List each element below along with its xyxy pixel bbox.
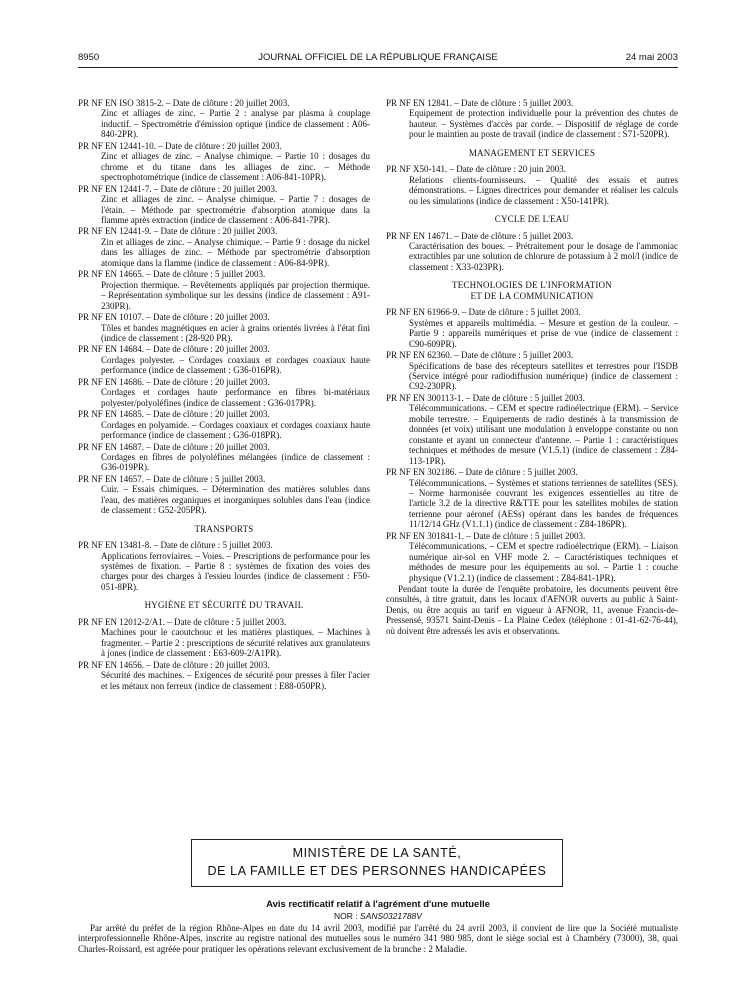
section-heading-hygiene: HYGIÈNE ET SÉCURITÉ DU TRAVAIL bbox=[144, 600, 304, 611]
entry-reference: PR NF EN 13481-8. – Date de clôture : 5 juillet 2003. bbox=[78, 540, 273, 551]
entry-description: Spécifications de base des récepteurs satellites et terrestres pour l'ISDB (Service intégré pour radiodiffusion numérique) (indice de classement : C92-230PR). bbox=[409, 360, 678, 392]
entry-description: Zinc et alliages de zinc. – Analyse chimique. – Partie 10 : dosages du chrome et du titane dans les alliages de zinc. – Méthode spectrophotométrique (indice de classement : A06-841-10PR). bbox=[101, 151, 370, 183]
entry-reference: PR NF EN 10107. – Date de clôture : 20 juillet 2003. bbox=[78, 312, 270, 323]
entries-group bbox=[386, 307, 678, 583]
entry-reference: PR NF EN ISO 3815-2. – Date de clôture : 20 juillet 2003. bbox=[78, 98, 290, 108]
entry-reference: PR NF EN 300113-1. – Date de clôture : 5 juillet 2003. bbox=[386, 392, 585, 403]
entry-reference: PR NF EN 61966-9. – Date de clôture : 5 juillet 2003. bbox=[386, 307, 581, 318]
avis-nor bbox=[78, 911, 678, 921]
entry-description: Cordages en polyamide. – Cordages coaxiaux et cordages coaxiaux haute performance (indice de classement : G36-018PR). bbox=[101, 419, 370, 441]
standard-entry bbox=[386, 467, 678, 530]
standard-entry bbox=[386, 231, 678, 273]
standard-entry bbox=[78, 660, 370, 691]
entry-reference: PR NF EN 14685. – Date de clôture : 20 juillet 2003. bbox=[78, 409, 270, 420]
avis-body: Par arrêté du préfet de la région Rhône-Alpes en date du 14 avril 2003, modifié par l'arrêté du 24 avril 2003, il convient de lire que la Société mutualiste interprofessionnelle Rhône-Alpes, inscrite au registre national des mutuelles sous le numéro 341 980 985, dont le siège social est à Chambéry (73000), 38, quai Charles-Roissard, est agréée pour pratiquer les opérations relevant exclusivement de la branche : 2 Maladie. bbox=[78, 923, 678, 954]
entry-description: Cordages et cordages haute performance en fibres bi-matériaux polyester/polyoléfines (indice de classement : G36-017PR). bbox=[101, 387, 370, 408]
standard-entry bbox=[78, 409, 370, 440]
issue-date: 24 mai 2003 bbox=[625, 52, 678, 63]
entry-reference: PR NF EN 14656. – Date de clôture : 20 juillet 2003. bbox=[78, 659, 270, 670]
standard-entry bbox=[78, 312, 370, 343]
entry-description: Tôles et bandes magnétiques en acier à grains orientés livrées à l'état fini (indice de classement : (28-920 PR). bbox=[101, 322, 370, 343]
right-column bbox=[386, 98, 678, 636]
section-heading-tic bbox=[386, 280, 678, 301]
entries-group bbox=[386, 98, 678, 140]
standard-entry bbox=[386, 307, 678, 349]
ministry-line2: DE LA FAMILLE ET DES PERSONNES HANDICAPÉES bbox=[207, 864, 547, 878]
entry-reference: PR NF EN 12012-2/A1. – Date de clôture : 5 juillet 2003. bbox=[78, 616, 287, 627]
entry-description: Télécommunications. – Systèmes et stations terriennes de satellites (SES). – Norme harmonisée couvrant les exigences essentielles au titre de l'article 3.2 de la directive R&TTE pour les satellites mobiles de station terrienne pour aéronef (AESs) opérant dans les bandes de fréquences 11/12/14 GHz (V1.1.1) (indice de classement : Z84-186PR). bbox=[409, 477, 678, 530]
entry-description: Cuir. – Essais chimiques. – Détermination des matières solubles dans l'eau, des matières organiques et inorganiques solubles dans l'eau (indice de classement : G52-205PR). bbox=[101, 484, 370, 516]
standard-entry bbox=[386, 531, 678, 583]
standard-entry bbox=[78, 540, 370, 592]
entry-reference: PR NF EN 14665. – Date de clôture : 5 juillet 2003. bbox=[78, 269, 266, 280]
entry-description: Zinc et alliages de zinc. – Analyse chimique. – Partie 7 : dosages de l'étain. – Méthode par spectrométrie d'absorption atomique dans la flamme après extraction (indice de classement : A06-841-7PR). bbox=[101, 194, 370, 225]
section-heading-eau: CYCLE DE L'EAU bbox=[494, 214, 570, 225]
entry-reference: PR NF EN 14687. – Date de clôture : 20 juillet 2003. bbox=[78, 441, 270, 452]
standard-entry bbox=[78, 344, 370, 375]
standard-entry bbox=[78, 226, 370, 268]
entry-description: Applications ferroviaires. – Voies. – Prescriptions de performance pour les systèmes de fixation. – Partie 8 : systèmes de fixation des voies des charges pour des charges à l'essieu lourdes (indice de classement : F50-051-8PR). bbox=[101, 550, 370, 592]
entry-description: Machines pour le caoutchouc et les matières plastiques. – Machines à fragmenter. – Partie 2 : prescriptions de sécurité relatives aux granulateurs à jones (indice de classement : E63-609-2/A1PR). bbox=[101, 627, 370, 659]
left-column bbox=[78, 98, 370, 692]
entry-description: Relations clients-fournisseurs. – Qualité des essais et autres démonstrations. – Lignes directrices pour demander et réaliser les calculs ou les simulations (indice de classement : X50-141PR). bbox=[409, 174, 678, 206]
entry-description: Projection thermique. – Revêtements appliqués par projection thermique. – Représentation symbolique sur les dessins (indice de classement : A91-230PR). bbox=[101, 279, 370, 311]
entry-description: Equipement de protection individuelle pour la prévention des chutes de hauteur. – Systèmes d'accès par corde. – Dispositif de réglage de corde pour le maintien au poste de travail (indice de classement : S71-520PR). bbox=[409, 108, 678, 140]
entry-description: Sécurité des machines. – Exigences de sécurité pour presses à filer l'acier et les métaux non ferreux (indice de classement : E88-050PR). bbox=[101, 670, 370, 691]
standard-entry bbox=[386, 350, 678, 392]
entry-reference: PR NF EN 62360. – Date de clôture : 5 juillet 2003. bbox=[386, 350, 574, 361]
entry-reference: PR NF X50-141. – Date de clôture : 20 juin 2003. bbox=[386, 164, 566, 175]
standard-entry bbox=[78, 269, 370, 311]
standard-entry bbox=[78, 617, 370, 659]
entry-description: Systèmes et appareils multimédia. – Mesure et gestion de la couleur. – Partie 9 : appareils numériques et prise de vue (indice de classement : C90-609PR). bbox=[409, 317, 678, 349]
standard-entry bbox=[78, 184, 370, 226]
entry-description: Zin et alliages de zinc. – Analyse chimique. – Partie 9 : dosage du nickel dans les alliages de zinc. – Méthode par spectrométrie d'absorption atomique dans la flamme (indice de classement : A06-84-9PR). bbox=[101, 236, 370, 268]
avis-title: Avis rectificatif relatif à l'agrément d'une mutuelle bbox=[266, 899, 490, 910]
entry-reference: PR NF EN 302186. – Date de clôture : 5 juillet 2003. bbox=[386, 467, 578, 478]
section-heading-tic-line1: TECHNOLOGIES DE L'INFORMATION bbox=[452, 280, 612, 291]
page-header bbox=[78, 52, 678, 68]
nor-code: SANS0321788V bbox=[360, 911, 422, 921]
standard-entry bbox=[386, 393, 678, 466]
section-heading-tic-line2: ET DE LA COMMUNICATION bbox=[470, 290, 594, 301]
entry-reference: PR NF EN 14686. – Date de clôture : 20 juillet 2003. bbox=[78, 376, 270, 387]
entry-reference: PR NF EN 14684. – Date de clôture : 20 juillet 2003. bbox=[78, 344, 270, 355]
entry-reference: PR NF EN 301841-1. – Date de clôture : 5 juillet 2003. bbox=[386, 530, 586, 541]
standard-entry bbox=[78, 474, 370, 516]
entry-reference: PR NF EN 14671. – Date de clôture : 5 juillet 2003. bbox=[386, 230, 574, 241]
entry-reference: PR NF EN 12441-9. – Date de clôture : 20 juillet 2003. bbox=[78, 226, 278, 237]
entry-description: Cordages polyester. – Cordages coaxiaux et cordages coaxiaux haute performance (indice de classement : G36-016PR). bbox=[101, 354, 370, 376]
entry-reference: PR NF EN 12441-7. – Date de clôture : 20 juillet 2003. bbox=[78, 183, 278, 194]
entry-description: Cordages en fibres de polyoléfines mélangées (indice de classement : G36-019PR). bbox=[101, 451, 370, 473]
standard-entry bbox=[386, 164, 678, 206]
entries-group bbox=[78, 540, 370, 592]
standard-entry bbox=[78, 442, 370, 473]
page-number: 8950 bbox=[78, 52, 100, 63]
ministry-box bbox=[191, 839, 563, 887]
entry-description: Zinc et alliages de zinc. – Partie 2 : analyse par plasma à couplage inductif. – Spectrométrie d'émission optique (indice de classement : A06-840-2PR). bbox=[101, 108, 370, 140]
header-rule bbox=[78, 67, 678, 68]
standard-entry bbox=[386, 98, 678, 140]
journal-title: JOURNAL OFFICIEL DE LA RÉPUBLIQUE FRANÇAISE bbox=[258, 52, 498, 63]
entry-reference: PR NF EN 12441-10. – Date de clôture : 20 juillet 2003. bbox=[78, 140, 282, 151]
section-heading-transports: TRANSPORTS bbox=[194, 523, 254, 534]
entry-description: Caractérisation des boues. – Prétraitement pour le dosage de l'ammoniac extractibles par une solution de chlorure de potassium à 2 mol/l (indice de classement : X33-023PR). bbox=[409, 240, 678, 272]
entries-group bbox=[386, 164, 678, 206]
standard-entry bbox=[78, 141, 370, 183]
entries-group bbox=[78, 98, 370, 516]
entry-description: Télécommunications. – CEM et spectre radioélectrique (ERM). – Liaison numérique air-sol en VHF mode 2. – Caractéristiques techniques et méthodes de mesure pour les équipements au sol. – Partie 1 : couche physique (V1.2.1) (indice de classement : Z84-841-1PR). bbox=[409, 541, 678, 583]
entries-group bbox=[78, 617, 370, 691]
standard-entry bbox=[78, 98, 370, 140]
standard-entry bbox=[78, 377, 370, 408]
entry-reference: PR NF EN 14657. – Date de clôture : 5 juillet 2003. bbox=[78, 473, 266, 484]
nor-label: NOR : bbox=[334, 911, 361, 921]
entry-description: Télécommunications. – CEM et spectre radioélectrique (ERM). – Service mobile terrestre. – Equipements de radio destinés à la transmission de données (et voix) utilisant une modulation à enveloppe constante ou non constante et ayant un connecteur d'antenne. – Partie 1 : caractéristiques techniques et méthodes de mesure (V1.5.1) (indice de classement : Z84-113-1PR). bbox=[409, 403, 678, 466]
section-heading-management: MANAGEMENT ET SERVICES bbox=[468, 147, 596, 158]
entry-reference: PR NF EN 12841. – Date de clôture : 5 juillet 2003. bbox=[386, 98, 574, 108]
closing-paragraph: Pendant toute la durée de l'enquête probatoire, les documents peuvent être consultés, à titre gratuit, dans les locaux d'AFNOR ouverts au public à Saint-Denis, ou être acquis au tarif en vigueur à AFNOR, 11, avenue Francis-de-Pressensé, 93571 Saint-Denis - La Plaine Cedex (téléphone : 01-41-62-76-44), où doivent être adressés les avis et observations. bbox=[386, 584, 678, 636]
ministry-line1: MINISTÈRE DE LA SANTÉ, bbox=[292, 846, 462, 860]
entries-group bbox=[386, 231, 678, 273]
